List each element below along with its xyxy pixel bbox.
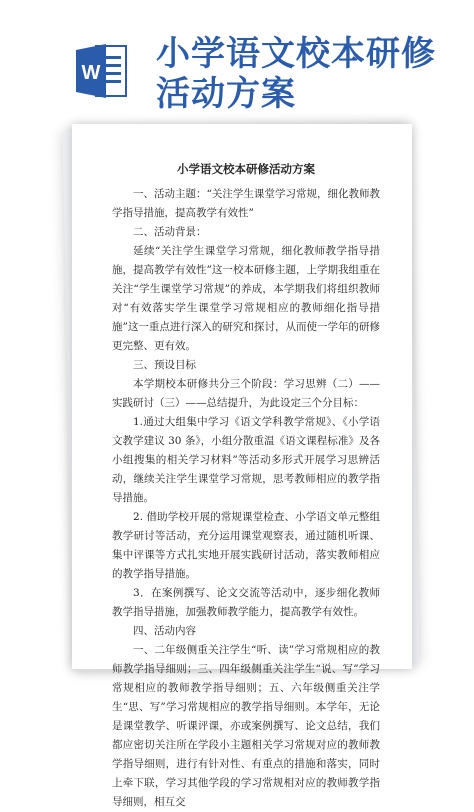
goal-2: 2. 借助学校开展的常规课堂检查、小学语文单元整组教学研讨等活动，充分运用课堂观察表，通过随机听课、集中评课等方式扎实地开展实践研讨活动，落实教师相应的教学指导措施。 [112, 511, 380, 580]
section-content-heading: 四、活动内容 [133, 625, 196, 637]
document-body [112, 160, 380, 812]
section-goals-heading: 三、预设目标 [133, 359, 196, 371]
goal-1: 1.通过大组集中学习《语文学科教学常规》、《小学语文教学建议 30 条》，小组分散重温《语文课程标准》及各小组搜集的相关学习材料”等活动多形式开展学习思辨活动，继续关注学生课堂学习常规，思考教师相应的教学指导措施。 [112, 416, 380, 504]
section-goals-intro: 本学期校本研修共分三个阶段：学习思辨（二）——实践研讨（三）——总结提升，为此设定三个分目标： [112, 378, 380, 409]
banner-title [156, 34, 456, 114]
goal-3: 3．在案例撰写、论文交流等活动中，逐步细化教师教学指导措施，加强教师教学能力，提高教学有效性。 [112, 587, 380, 618]
section-content-text: 一、二年级侧重关注学生“听、读”学习常规相应的教师教学指导细则；三、四年级侧重关注学生“说、写”学习常规相应的教师教学指导细则；五、六年级侧重关注学生“思、写”学习常规相应的教学指导细则。本学年，无论是课堂教学、听课评课，亦或案例撰写、论文总结，我们都应密切关注所在学段小主题相关学习常规对应的教师教学指导细则，进行有针对性、有重点的措施和落实，同时上牵下联，学习其他学段的学习常规相对应的教师教学指导细则，相互交 [112, 644, 380, 808]
banner-title-line-1: 小学语文校本研修 [156, 34, 436, 74]
word-logo-letter: W [81, 62, 101, 84]
section-background-text: 延续“关注学生课堂学习常规，细化教师教学指导措施，提高教学有效性”这一校本研修主题，上学期我组重在关注“学生课堂学习常规”的养成，本学期我们将组织教师对“有效落实学生课堂学习常规相应的教师细化指导措施”这一重点进行深入的研究和探讨，从而使一学年的研修更完整、更有效。 [112, 245, 380, 352]
document-title: 小学语文校本研修活动方案 [177, 162, 315, 176]
document-page [72, 124, 412, 808]
section-background-heading: 二、活动背景： [133, 226, 207, 238]
word-document-icon [76, 42, 128, 100]
section-theme: 一、活动主题：“关注学生课堂学习常规，细化教师教学指导措施，提高教学有效性” [112, 188, 380, 219]
banner-title-line-2: 活动方案 [156, 74, 296, 114]
